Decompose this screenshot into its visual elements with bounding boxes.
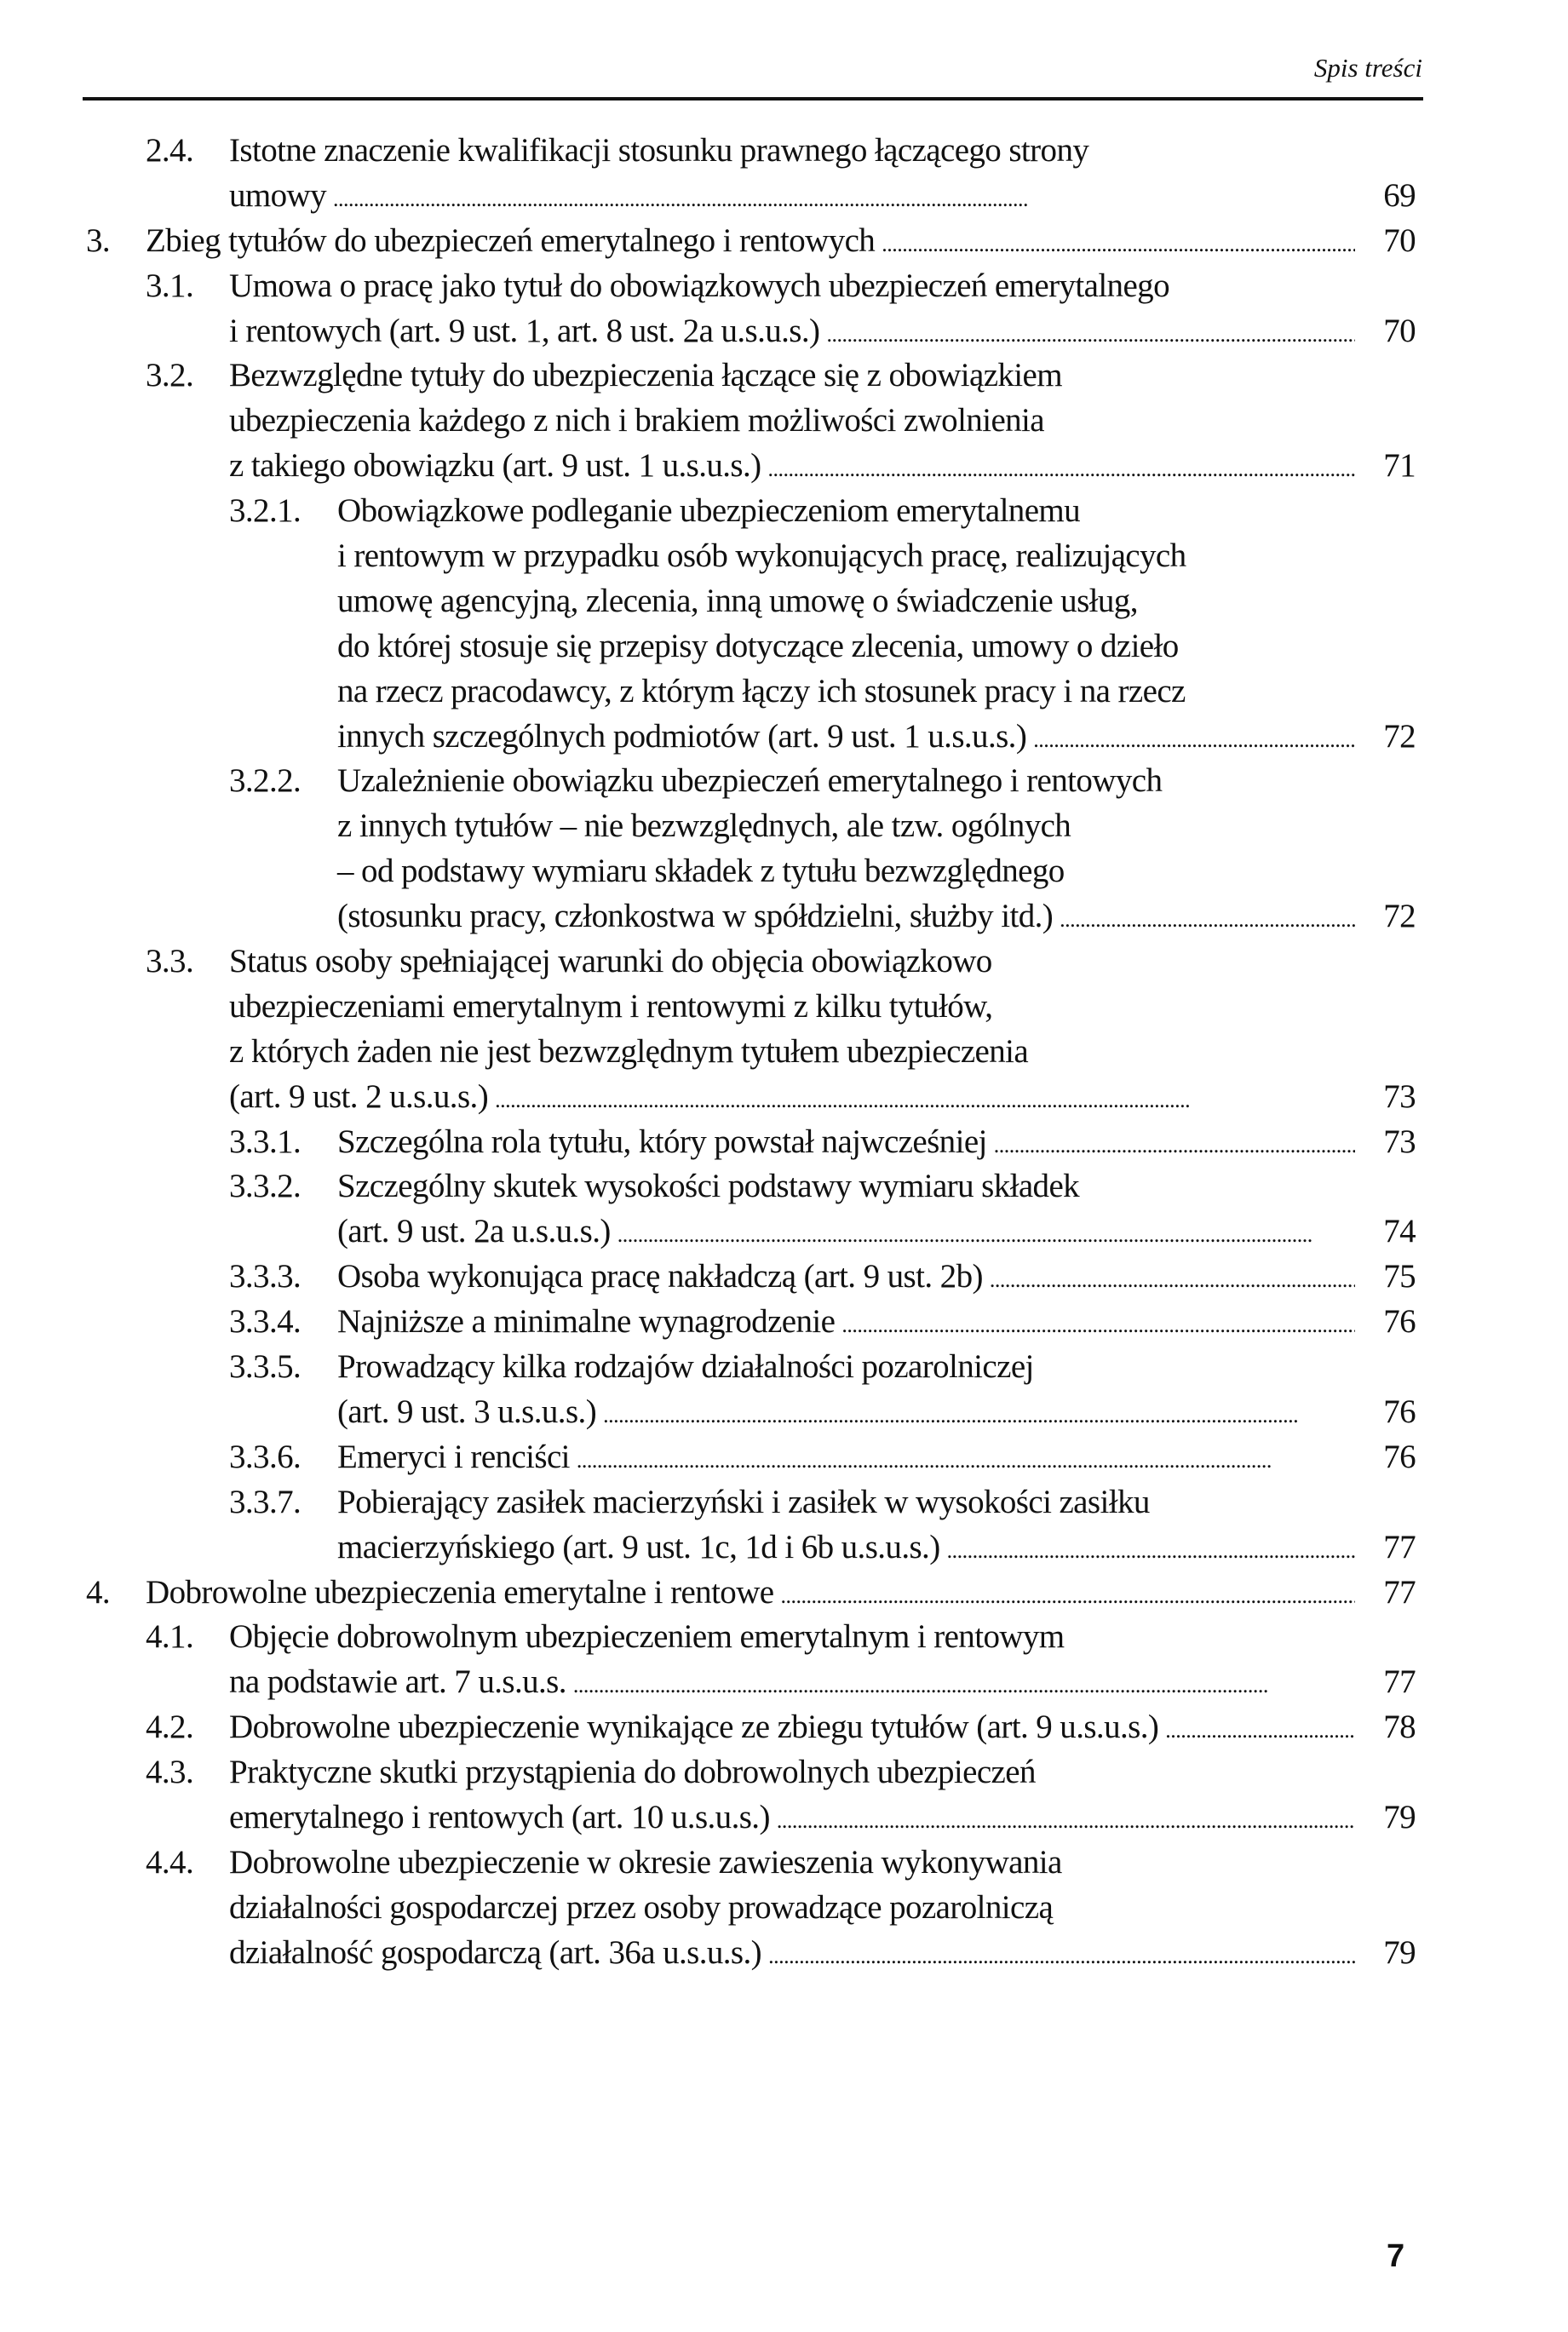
toc-entry-text: Obowiązkowe podleganie ubezpieczeniom emerytalnemu bbox=[337, 492, 1081, 530]
toc-entry-number: 3.3.3. bbox=[229, 1258, 302, 1295]
toc-line bbox=[0, 1931, 1568, 1976]
toc-entry-text: Najniższe a minimalne wynagrodzenie bbox=[337, 1303, 836, 1341]
toc-entry-text: do której stosuje się przepisy dotyczące zlecenia, umowy o dzieło bbox=[337, 627, 1179, 664]
toc-entry-title-line bbox=[229, 399, 1044, 444]
toc-line bbox=[0, 174, 1568, 219]
toc-entry-title-line bbox=[229, 1931, 1355, 1979]
toc-entry-text: emerytalnego i rentowych (art. 10 u.s.u.s.) bbox=[229, 1798, 770, 1835]
dot-leader bbox=[990, 1258, 1355, 1303]
toc-entry-title-line bbox=[337, 849, 1065, 894]
toc-entry bbox=[0, 1345, 1568, 1435]
toc-entry-text: Bezwzględne tytuły do ubezpieczenia łączące się z obowiązkiem bbox=[229, 357, 1062, 394]
toc-line bbox=[0, 759, 1568, 804]
toc-entry-text: Zbieg tytułów do ubezpieczeń emerytalnego i rentowych bbox=[146, 221, 876, 259]
toc-page-number: 77 bbox=[1383, 1573, 1416, 1611]
dot-leader bbox=[994, 1123, 1355, 1169]
toc-entry bbox=[0, 1120, 1568, 1165]
toc-entry-text: Dobrowolne ubezpieczenia emerytalne i rentowe bbox=[146, 1573, 774, 1611]
toc-entry-title-line bbox=[337, 1164, 1079, 1209]
toc-line bbox=[0, 309, 1568, 354]
toc-entry-number: 3. bbox=[86, 221, 111, 259]
toc-line bbox=[0, 1841, 1568, 1886]
dot-leader bbox=[1165, 1709, 1355, 1754]
toc-entry-number: 3.2.2. bbox=[229, 762, 302, 800]
toc-line bbox=[0, 1750, 1568, 1795]
toc-page-number: 79 bbox=[1383, 1798, 1416, 1835]
toc-line bbox=[0, 1300, 1568, 1345]
toc-entry-number: 3.3.6. bbox=[229, 1438, 302, 1475]
toc-entry-title-line bbox=[229, 1886, 1053, 1931]
toc-entry-text: Istotne znaczenie kwalifikacji stosunku prawnego łączącego strony bbox=[229, 132, 1089, 169]
toc-entry-title-line bbox=[229, 985, 992, 1030]
toc-entry bbox=[0, 1300, 1568, 1345]
toc-entry bbox=[0, 1750, 1568, 1841]
toc-entry-title-line bbox=[337, 715, 1355, 763]
dot-leader bbox=[768, 447, 1355, 492]
toc-entry bbox=[0, 1841, 1568, 1976]
toc-entry-title-line bbox=[337, 534, 1186, 579]
toc-entry-number: 3.3.4. bbox=[229, 1303, 302, 1341]
toc-page-number: 77 bbox=[1383, 1528, 1416, 1565]
toc-entry-title-line bbox=[337, 1525, 1355, 1574]
toc-line bbox=[0, 1615, 1568, 1660]
toc-entry-title-line bbox=[229, 1750, 1036, 1795]
toc-entry-number: 3.3.5. bbox=[229, 1348, 302, 1386]
toc-entry bbox=[0, 1164, 1568, 1255]
toc-line bbox=[0, 399, 1568, 444]
toc-entry-text: na podstawie art. 7 u.s.u.s. bbox=[229, 1663, 566, 1701]
toc-page-number: 70 bbox=[1383, 221, 1416, 259]
toc-entry-text: Praktyczne skutki przystąpienia do dobrowolnych ubezpieczeń bbox=[229, 1754, 1036, 1791]
toc-entry bbox=[0, 759, 1568, 939]
toc-entry-text: macierzyńskiego (art. 9 ust. 1c, 1d i 6b u.s.u.s.) bbox=[337, 1528, 940, 1565]
toc-entry-number: 3.2. bbox=[146, 357, 194, 394]
toc-entry-number: 3.1. bbox=[146, 267, 194, 304]
toc-entry-title-line bbox=[337, 759, 1162, 804]
toc-entry bbox=[0, 1615, 1568, 1705]
toc-entry-text: działalność gospodarczą (art. 36a u.s.u.s.) bbox=[229, 1933, 762, 1971]
toc-line bbox=[0, 579, 1568, 624]
toc-page-number: 70 bbox=[1383, 312, 1416, 349]
dot-leader bbox=[882, 222, 1355, 267]
toc-entry-title-line bbox=[337, 1435, 1355, 1484]
toc-entry-text: (art. 9 ust. 3 u.s.u.s.) bbox=[337, 1393, 597, 1430]
toc-entry bbox=[0, 939, 1568, 1120]
toc-entry-text: Szczególny skutek wysokości podstawy wymiaru składek bbox=[337, 1168, 1080, 1205]
toc-entry-text: działalności gospodarczej przez osoby prowadzące pozarolniczą bbox=[229, 1888, 1054, 1926]
toc-entry bbox=[0, 1435, 1568, 1480]
toc-entry-title-line bbox=[337, 489, 1080, 534]
toc-entry-title-line bbox=[229, 1660, 1355, 1709]
toc-line bbox=[0, 939, 1568, 985]
toc-entry-number: 3.3.1. bbox=[229, 1123, 302, 1160]
toc-line bbox=[0, 1120, 1568, 1165]
toc-entry bbox=[0, 1480, 1568, 1571]
table-of-contents bbox=[0, 129, 1568, 1976]
toc-line bbox=[0, 1886, 1568, 1931]
toc-entry-number: 4. bbox=[86, 1573, 111, 1611]
dot-leader bbox=[495, 1078, 1355, 1123]
toc-entry bbox=[0, 264, 1568, 354]
toc-entry-text: – od podstawy wymiaru składek z tytułu bezwzględnego bbox=[337, 853, 1065, 890]
toc-line bbox=[0, 1571, 1568, 1616]
toc-entry-text: Osoba wykonująca pracę nakładczą (art. 9 ust. 2b) bbox=[337, 1258, 983, 1295]
toc-entry-title-line bbox=[229, 1705, 1355, 1754]
dot-leader bbox=[1033, 718, 1355, 763]
toc-entry-text: Umowa o pracę jako tytuł do obowiązkowych ubezpieczeń emerytalnego bbox=[229, 267, 1169, 304]
toc-entry-text: (art. 9 ust. 2a u.s.u.s.) bbox=[337, 1213, 611, 1250]
toc-entry-text: Pobierający zasiłek macierzyński i zasiłek w wysokości zasiłku bbox=[337, 1483, 1150, 1520]
toc-entry-title-line bbox=[229, 353, 1062, 399]
dot-leader bbox=[573, 1663, 1355, 1709]
toc-entry-text: Dobrowolne ubezpieczenie wynikające ze zbiegu tytułów (art. 9 u.s.u.s.) bbox=[229, 1709, 1159, 1746]
toc-entry-title-line bbox=[229, 444, 1355, 492]
toc-entry-title-line bbox=[229, 129, 1088, 174]
toc-entry-title-line bbox=[229, 1841, 1062, 1886]
toc-line bbox=[0, 1255, 1568, 1300]
toc-entry-number: 4.3. bbox=[146, 1754, 194, 1791]
toc-entry-text: z takiego obowiązku (art. 9 ust. 1 u.s.u.s.) bbox=[229, 447, 761, 485]
toc-line bbox=[0, 1164, 1568, 1209]
toc-entry-title-line bbox=[337, 1209, 1355, 1258]
toc-entry-text: Dobrowolne ubezpieczenie w okresie zawieszenia wykonywania bbox=[229, 1843, 1062, 1881]
toc-line bbox=[0, 489, 1568, 534]
toc-line bbox=[0, 985, 1568, 1030]
toc-entry-text: innych szczególnych podmiotów (art. 9 ust. 1 u.s.u.s.) bbox=[337, 717, 1027, 755]
dot-leader bbox=[1060, 898, 1355, 943]
toc-line bbox=[0, 1525, 1568, 1571]
toc-page-number: 73 bbox=[1383, 1077, 1416, 1115]
toc-entry bbox=[0, 1255, 1568, 1300]
toc-line bbox=[0, 849, 1568, 894]
toc-entry-title-line bbox=[337, 1345, 1034, 1390]
toc-line bbox=[0, 353, 1568, 399]
toc-page-number: 72 bbox=[1383, 717, 1416, 755]
toc-line bbox=[0, 264, 1568, 309]
toc-entry-text: Objęcie dobrowolnym ubezpieczeniem emerytalnym i rentowym bbox=[229, 1618, 1065, 1656]
toc-line bbox=[0, 1480, 1568, 1525]
toc-entry-text: na rzecz pracodawcy, z którym łączy ich stosunek pracy i na rzecz bbox=[337, 672, 1186, 709]
toc-entry-number: 3.3.7. bbox=[229, 1483, 302, 1520]
toc-entry-title-line bbox=[337, 804, 1071, 849]
toc-line bbox=[0, 1435, 1568, 1480]
running-head-title: Spis treści bbox=[1313, 53, 1422, 83]
toc-entry-number: 4.1. bbox=[146, 1618, 194, 1656]
dot-leader bbox=[777, 1799, 1355, 1844]
toc-entry bbox=[0, 489, 1568, 759]
toc-entry-title-line bbox=[229, 264, 1169, 309]
toc-entry-number: 3.3.2. bbox=[229, 1168, 302, 1205]
toc-entry-title-line bbox=[229, 174, 1355, 222]
header-rule bbox=[83, 97, 1423, 101]
toc-line bbox=[0, 129, 1568, 174]
toc-entry-title-line bbox=[337, 894, 1355, 943]
toc-entry-title-line bbox=[337, 624, 1179, 669]
toc-entry-number: 3.3. bbox=[146, 943, 194, 980]
dot-leader bbox=[577, 1439, 1355, 1484]
dot-leader bbox=[947, 1529, 1355, 1574]
dot-leader bbox=[603, 1393, 1355, 1439]
dot-leader bbox=[617, 1213, 1355, 1258]
toc-page-number: 76 bbox=[1383, 1393, 1416, 1430]
toc-entry bbox=[0, 129, 1568, 219]
toc-entry-title-line bbox=[229, 1030, 1028, 1075]
toc-entry-number: 2.4. bbox=[146, 132, 194, 169]
toc-entry-number: 4.2. bbox=[146, 1709, 194, 1746]
toc-entry-title-line bbox=[337, 1480, 1150, 1525]
toc-line bbox=[0, 1030, 1568, 1075]
toc-page-number: 76 bbox=[1383, 1438, 1416, 1475]
toc-entry-number: 3.2.1. bbox=[229, 492, 302, 530]
dot-leader bbox=[768, 1934, 1355, 1979]
toc-entry-title-line bbox=[146, 219, 1355, 267]
toc-entry bbox=[0, 1571, 1568, 1616]
toc-line bbox=[0, 1345, 1568, 1390]
toc-entry-title-line bbox=[146, 1571, 1355, 1619]
toc-entry-text: Status osoby spełniającej warunki do objęcia obowiązkowo bbox=[229, 943, 992, 980]
toc-entry-title-line bbox=[229, 1075, 1355, 1123]
toc-entry-title-line bbox=[229, 1795, 1355, 1844]
toc-entry-number: 4.4. bbox=[146, 1843, 194, 1881]
toc-entry-text: z których żaden nie jest bezwzględnym tytułem ubezpieczenia bbox=[229, 1032, 1029, 1070]
toc-entry-text: (art. 9 ust. 2 u.s.u.s.) bbox=[229, 1077, 489, 1115]
toc-entry-title-line bbox=[229, 1615, 1065, 1660]
toc-entry-title-line bbox=[337, 1255, 1355, 1303]
toc-line bbox=[0, 894, 1568, 939]
toc-line bbox=[0, 1795, 1568, 1841]
toc-entry-title-line bbox=[337, 1120, 1355, 1169]
toc-line bbox=[0, 715, 1568, 760]
dot-leader bbox=[841, 1303, 1355, 1348]
toc-entry-text: umowę agencyjną, zlecenia, inną umowę o świadczenie usług, bbox=[337, 582, 1138, 619]
toc-line bbox=[0, 624, 1568, 669]
toc-line bbox=[0, 1705, 1568, 1750]
toc-entry-text: i rentowych (art. 9 ust. 1, art. 8 ust. 2a u.s.u.s.) bbox=[229, 312, 820, 349]
page-number: 7 bbox=[1387, 2238, 1405, 2274]
toc-entry-title-line bbox=[337, 1390, 1355, 1439]
toc-line bbox=[0, 219, 1568, 264]
toc-entry-title-line bbox=[337, 669, 1186, 715]
toc-page-number: 71 bbox=[1383, 447, 1416, 485]
toc-entry-title-line bbox=[229, 939, 992, 985]
toc-line bbox=[0, 669, 1568, 715]
toc-entry-title-line bbox=[337, 579, 1138, 624]
toc-page-number: 75 bbox=[1383, 1258, 1416, 1295]
toc-entry-text: ubezpieczeniami emerytalnym i rentowymi z kilku tytułów, bbox=[229, 987, 993, 1025]
toc-page-number: 78 bbox=[1383, 1709, 1416, 1746]
toc-page-number: 79 bbox=[1383, 1933, 1416, 1971]
toc-entry-text: Szczególna rola tytułu, który powstał najwcześniej bbox=[337, 1123, 987, 1160]
toc-entry bbox=[0, 1705, 1568, 1750]
toc-line bbox=[0, 1390, 1568, 1435]
toc-page-number: 72 bbox=[1383, 898, 1416, 935]
dot-leader bbox=[780, 1574, 1355, 1619]
toc-entry-text: Uzależnienie obowiązku ubezpieczeń emerytalnego i rentowych bbox=[337, 762, 1163, 800]
dot-leader bbox=[333, 177, 1355, 222]
toc-entry-text: Prowadzący kilka rodzajów działalności pozarolniczej bbox=[337, 1348, 1034, 1386]
dot-leader bbox=[826, 313, 1355, 358]
toc-entry-text: i rentowym w przypadku osób wykonujących pracę, realizujących bbox=[337, 537, 1186, 575]
toc-line bbox=[0, 444, 1568, 489]
toc-entry-text: Emeryci i renciści bbox=[337, 1438, 570, 1475]
toc-line bbox=[0, 804, 1568, 849]
toc-page-number: 74 bbox=[1383, 1213, 1416, 1250]
toc-entry-text: ubezpieczenia każdego z nich i brakiem możliwości zwolnienia bbox=[229, 402, 1044, 439]
toc-page-number: 77 bbox=[1383, 1663, 1416, 1701]
toc-entry-title-line bbox=[229, 309, 1355, 358]
toc-entry-text: (stosunku pracy, członkostwa w spółdzielni, służby itd.) bbox=[337, 898, 1054, 935]
toc-entry bbox=[0, 353, 1568, 489]
toc-line bbox=[0, 1075, 1568, 1120]
toc-page-number: 69 bbox=[1383, 176, 1416, 214]
toc-entry-title-line bbox=[337, 1300, 1355, 1348]
toc-page-number: 73 bbox=[1383, 1123, 1416, 1160]
toc-line bbox=[0, 1209, 1568, 1255]
toc-page-number: 76 bbox=[1383, 1303, 1416, 1341]
toc-line bbox=[0, 534, 1568, 579]
toc-line bbox=[0, 1660, 1568, 1705]
toc-entry bbox=[0, 219, 1568, 264]
toc-entry-text: z innych tytułów – nie bezwzględnych, ale tzw. ogólnych bbox=[337, 807, 1071, 845]
toc-entry-text: umowy bbox=[229, 176, 327, 214]
